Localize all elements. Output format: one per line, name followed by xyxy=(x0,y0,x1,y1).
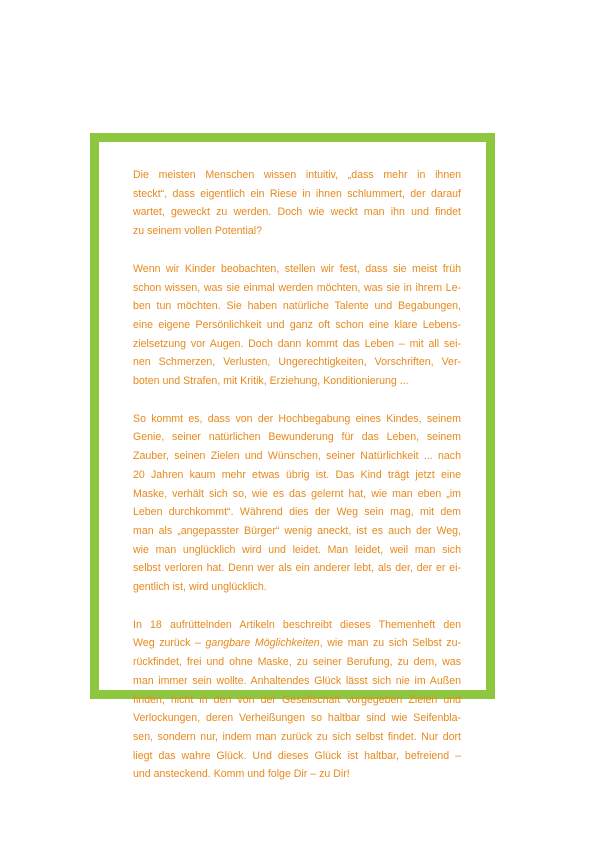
text-line: Die meisten Menschen wissen intuitiv, „dass mehr in ihnen xyxy=(133,169,461,181)
text-line: selbst verloren hat. Denn wer als ein anderer lebt, als der, der er ei- xyxy=(133,562,461,575)
text-line: 20 Jahren kaum mehr etwas übrig ist. Das Kind trägt jetzt eine xyxy=(133,468,461,481)
text-segment: Weg zurück – xyxy=(133,637,206,650)
text-line: wartet, geweckt zu werden. Doch wie weckt man ihn und findet xyxy=(133,206,461,219)
text-line: Zauber, seinen Zielen und Wünschen, seiner Natürlichkeit ... nach xyxy=(133,450,461,463)
text-line: man immer sein wollte. Anhaltendes Glück lässt sich nie im Außen xyxy=(133,674,461,687)
text-line: sen, sondern nur, indem man zurück zu sich selbst findet. Nur dort xyxy=(133,730,461,743)
paragraph-2 xyxy=(133,260,461,391)
text-line: ben tun möchten. Sie haben natürliche Talente und Begabungen, xyxy=(133,300,461,313)
text-line: zu seinem vollen Potential? xyxy=(133,225,262,238)
text-line: man als „angepasster Bürger“ wenig aneckt, ist es auch der Weg, xyxy=(133,524,461,537)
text-line: rückfindet, frei und ohne Maske, zu seiner Berufung, zu dem, was xyxy=(133,656,461,669)
paragraph-4 xyxy=(133,616,461,784)
text-line: Leben durchkommt“. Während dies der Weg sein mag, mit dem xyxy=(133,506,461,519)
text-line: wie man unglücklich wird und leidet. Man leidet, weil man sich xyxy=(133,543,461,556)
paragraph-1 xyxy=(133,166,461,241)
italic-title: gangbare Möglichkeiten xyxy=(205,637,320,650)
text-line: So kommt es, dass von der Hochbegabung eines Kindes, seinem xyxy=(133,412,461,425)
text-line: finden, nicht in den von der Gesellschaft vorgegeben Zielen und xyxy=(133,693,461,706)
text-line: Wenn wir Kinder beobachten, stellen wir fest, dass sie meist früh xyxy=(133,262,461,275)
text-line: nen Schmerzen, Verlusten, Ungerechtigkeiten, Vorschriften, Ver- xyxy=(133,356,461,369)
text-segment: , wie man zu sich Selbst zu- xyxy=(319,637,461,650)
text-line: zielsetzung vor Augen. Doch dann kommt das Leben – mit all sei- xyxy=(133,337,461,350)
text-line: schon wissen, was sie einmal werden möchten, was sie in ihrem Le- xyxy=(133,281,461,294)
text-line: eine eigene Persönlichkeit und ganz oft schon eine klare Lebens- xyxy=(133,318,461,331)
text-line: und ansteckend. Komm und folge Dir – zu Dir! xyxy=(133,768,350,781)
text-line: Verlockungen, deren Verheißungen so haltbar sind wie Seifenbla- xyxy=(133,712,461,725)
green-border-frame xyxy=(90,133,495,781)
text-line: In 18 aufrüttelnden Artikeln beschreibt dieses Themenheft den xyxy=(133,618,461,631)
text-line: Maske, verhält sich so, wie es das gelernt hat, wie man eben „im xyxy=(133,487,461,500)
text-line: gentlich ist, wird unglücklich. xyxy=(133,581,267,594)
text-line: liegt das wahre Glück. Und dieses Glück ist haltbar, befreiend – xyxy=(133,749,461,762)
paragraph-3 xyxy=(133,410,461,597)
text-line: boten und Strafen, mit Kritik, Erziehung, Konditionierung ... xyxy=(133,375,409,388)
text-body xyxy=(133,166,461,803)
text-line: Genie, seiner natürlichen Bewunderung für das Leben, seinem xyxy=(133,431,461,444)
text-line: steckt“, dass eigentlich ein Riese in ihnen schlummert, der darauf xyxy=(133,187,461,200)
text-line-with-italic xyxy=(133,634,461,653)
